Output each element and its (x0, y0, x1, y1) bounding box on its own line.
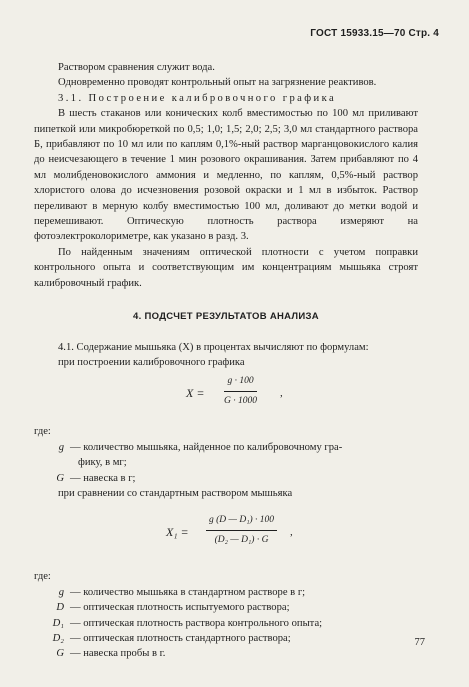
definition-text: — оптическая плотность раствора контрольного опыта; (70, 617, 323, 629)
formula1-fraction (224, 374, 257, 409)
paragraph-reference-solution: Раствором сравнения служит вода. (58, 62, 215, 73)
paragraph-calibration-procedure: В шесть стаканов или конических колб вместимостью по 100 мл приливают пипеткой или микробюреткой по 0,5; 1,0; 1,5; 2,0; 2,5; 3,0 мл стандартного раствора Б, прибавляют по 10 мл или по каплям 0,1%-ный раствор марганцовокислого калия до неисчезающего в течение 1 мин розового окрашивания. Затем прибавляют по 4 мл молибденовокислого аммония и медленно, по каплям, 0,5%-ный раствор хлористого олова до исчезновения розовой окраски и 1 мл в избыток. Раствор переливают в мерную колбу вместимостью 100 мл, доливают до метки водой и перемешивают. Оптическую плотность раствора измеряют на фотоэлектроколориметре, как указано в разд. 3. (34, 108, 418, 243)
definition-item (34, 471, 418, 486)
definition-text: — количество мышьяка, найденное по калибровочному гра- (70, 441, 343, 453)
definition-item (34, 616, 418, 631)
formula1-comma: , (280, 387, 283, 400)
definition-item (34, 646, 418, 661)
definition-text: — количество мышьяка в стандартном растворе в г; (70, 586, 306, 598)
page-header: ГОСТ 15933.15—70 Стр. 4 (310, 28, 439, 39)
formula1-numerator: g · 100 (224, 374, 257, 391)
definition-symbol: g (58, 586, 64, 598)
formula2-comma: , (290, 526, 293, 539)
definition-symbol: D₂ (52, 632, 64, 644)
formula1-denominator: G · 1000 (224, 395, 257, 406)
subsection-heading-3-1: 3.1. Построение калибровочного графика (58, 92, 337, 104)
formula-calibration (34, 374, 418, 414)
paragraph-control-test: Одновременно проводят контрольный опыт на загрязнение реактивов. (58, 77, 377, 89)
section-title-4: 4. ПОДСЧЕТ РЕЗУЛЬТАТОВ АНАЛИЗА (133, 311, 319, 323)
formula2-denominator: (D₂ — D₁) · G (214, 534, 269, 545)
paragraph-calibration-graph: По найденным значениям оптической плотности с учетом поправки контрольного опыта и соответствующим им концентрациям мышьяка строят калибровочный график. (34, 246, 418, 289)
definition-symbol: g (58, 441, 64, 453)
definitions-list-1 (34, 440, 418, 486)
definition-text: — оптическая плотность испытуемого раствора; (70, 602, 290, 614)
definition-item (34, 631, 418, 646)
definition-symbol: D₁ (52, 617, 64, 629)
paragraph-4-1: 4.1. Содержание мышьяка (X) в процентах вычисляют по формулам: (58, 341, 369, 353)
paragraph-standard-comparison: при сравнении со стандартным раствором мышьяка (58, 487, 293, 499)
definition-text: — навеска пробы в г. (70, 648, 166, 660)
definitions-list-2 (34, 585, 418, 662)
paragraph-calibration-case: при построении калибровочного графика (58, 356, 245, 368)
definition-item (34, 585, 418, 600)
page-number: 77 (414, 637, 425, 648)
document-body (34, 60, 418, 662)
formula2-numerator: g (D — D₁) · 100 (206, 513, 277, 530)
formula2-fraction (206, 513, 277, 548)
definition-symbol: G (56, 648, 64, 660)
definition-item (34, 440, 418, 455)
formula-standard (34, 513, 418, 557)
definition-item (34, 600, 418, 615)
definition-text-continued: фику, в мг; (78, 457, 127, 469)
definition-symbol: D (56, 602, 64, 614)
where-label-1: где: (34, 426, 51, 438)
definition-continuation (34, 455, 418, 470)
where-label-2: где: (34, 571, 51, 583)
definition-symbol: G (56, 472, 64, 484)
definition-text: — навеска в г; (70, 472, 136, 484)
formula2-lhs: X₁ = (166, 525, 189, 540)
formula1-lhs: X = (186, 386, 205, 401)
definition-text: — оптическая плотность стандартного раствора; (70, 632, 291, 644)
